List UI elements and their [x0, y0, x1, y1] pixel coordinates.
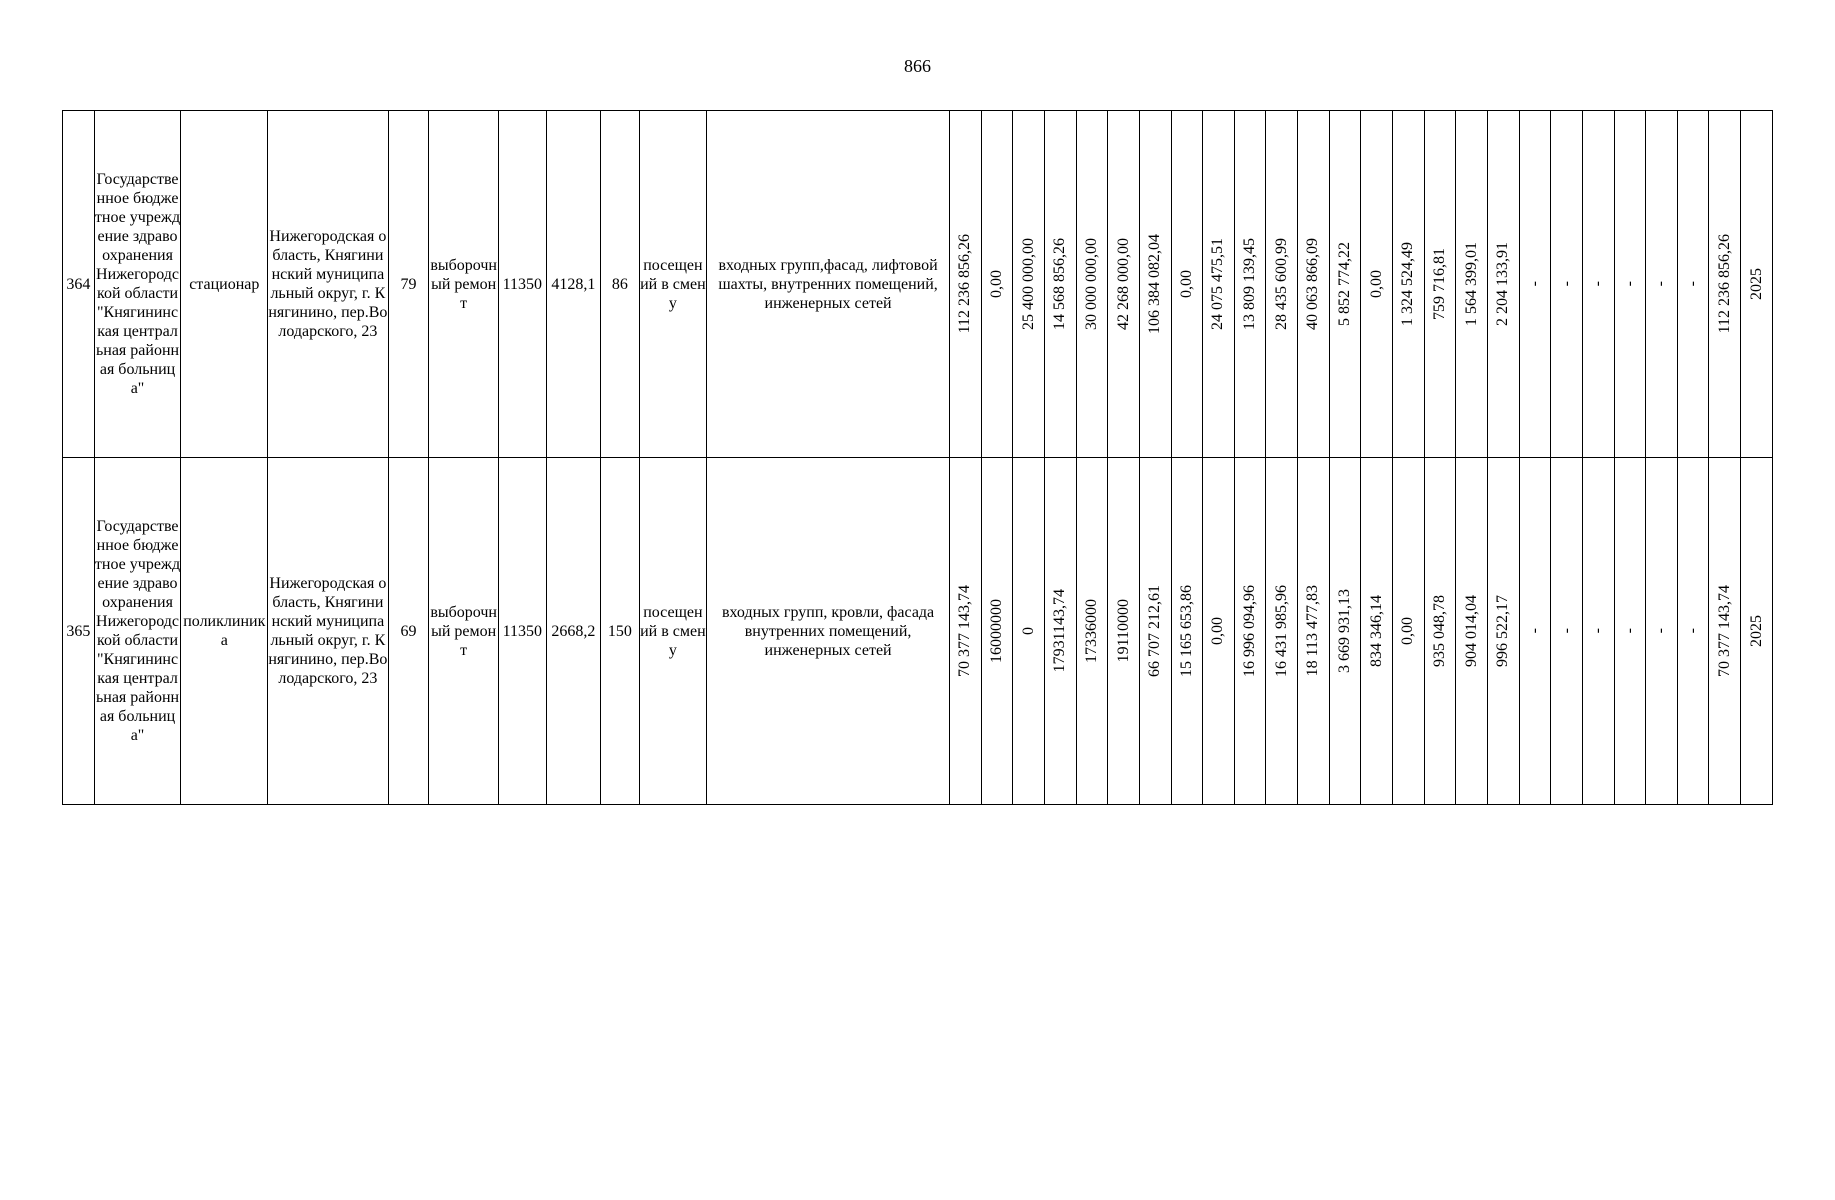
value-cell [1361, 458, 1393, 805]
value-cell [1646, 111, 1678, 458]
value-cell [1424, 458, 1456, 805]
value-text: 0,00 [1367, 270, 1385, 298]
value-text: 3 669 931,13 [1336, 589, 1354, 673]
value-cell [1329, 111, 1361, 458]
value-cell [1298, 458, 1330, 805]
value-cell [981, 458, 1013, 805]
value-cell [1171, 458, 1203, 805]
value-cell [1361, 111, 1393, 458]
value-text: - [1589, 628, 1607, 634]
value-cell [1329, 458, 1361, 805]
value-text: 759 716,81 [1430, 248, 1448, 320]
value-cell [950, 111, 982, 458]
value-text: - [1620, 281, 1638, 287]
value-cell [1393, 111, 1425, 458]
value-cell [1677, 111, 1709, 458]
area-value: 4128,1 [546, 111, 600, 458]
value-cell [1108, 458, 1140, 805]
code-value: 11350 [498, 458, 546, 805]
value-cell [1487, 111, 1519, 458]
value-cell [1551, 458, 1583, 805]
value-cell [1709, 111, 1741, 458]
value-cell [1013, 111, 1045, 458]
value-text: 996 522,17 [1494, 595, 1512, 667]
value-text: 16 431 985,96 [1272, 585, 1290, 677]
value-cell [1266, 458, 1298, 805]
value-cell [1741, 458, 1773, 805]
table-row [63, 111, 1773, 458]
value-cell [1076, 458, 1108, 805]
code-value: 11350 [498, 111, 546, 458]
value-text: 0 [1019, 627, 1037, 635]
works-description: входных групп,фасад, лифтовой шахты, внутренних помещений, инженерных сетей [707, 111, 950, 458]
value-text: - [1620, 628, 1638, 634]
value-cell [1013, 458, 1045, 805]
value-cell [1298, 111, 1330, 458]
value-text: 30 000 000,00 [1082, 238, 1100, 330]
works-description: входных групп, кровли, фасада внутренних помещений, инженерных сетей [707, 458, 950, 805]
value-cell [950, 458, 982, 805]
value-text: 0,00 [1209, 617, 1227, 645]
value-text: 28 435 600,99 [1272, 238, 1290, 330]
value-cell [1456, 458, 1488, 805]
capacity-value: 150 [600, 458, 639, 805]
address: Нижегородская область, Княгининский муниципальный округ, г. Княгинино, пер.Володарского, 23 [268, 111, 388, 458]
value-cell [1487, 458, 1519, 805]
value-text: 19110000 [1114, 599, 1132, 663]
value-text: - [1525, 628, 1543, 634]
repair-register-table [62, 110, 1773, 805]
value-text: - [1525, 281, 1543, 287]
row-number: 365 [63, 458, 95, 805]
value-text: 112 236 856,26 [956, 234, 974, 334]
value-cell [981, 111, 1013, 458]
capacity-unit: посещений в смену [639, 458, 706, 805]
value-text: 2 204 133,91 [1494, 242, 1512, 326]
value-cell [1614, 458, 1646, 805]
value-text: 25 400 000,00 [1019, 238, 1037, 330]
value-cell [1582, 458, 1614, 805]
value-text: - [1557, 628, 1575, 634]
value-cell [1393, 458, 1425, 805]
value-cell [1139, 111, 1171, 458]
value-text: - [1652, 281, 1670, 287]
year-value: 69 [388, 458, 429, 805]
value-text: 0,00 [988, 270, 1005, 298]
value-text: 1 324 524,49 [1399, 242, 1417, 326]
organization-name: Государственное бюджетное учреждение здравоохранения Нижегородской области "Княгининская центральная районная больница" [94, 458, 181, 805]
value-text: 15 165 653,86 [1177, 585, 1195, 677]
value-text: 40 063 866,09 [1304, 238, 1322, 330]
year-value: 79 [388, 111, 429, 458]
value-text: - [1652, 628, 1670, 634]
value-cell [1234, 458, 1266, 805]
value-cell [1044, 111, 1076, 458]
value-cell [1551, 111, 1583, 458]
value-text: 18 113 477,83 [1304, 585, 1322, 677]
facility-type: поликлиника [181, 458, 268, 805]
value-text: - [1684, 281, 1702, 287]
organization-name: Государственное бюджетное учреждение здравоохранения Нижегородской области "Княгининская центральная районная больница" [94, 111, 181, 458]
value-cell [1076, 111, 1108, 458]
value-cell [1677, 458, 1709, 805]
value-text: 70 377 143,74 [956, 585, 974, 677]
address: Нижегородская область, Княгининский муниципальный округ, г. Княгинино, пер.Володарского, 23 [268, 458, 388, 805]
value-cell [1614, 111, 1646, 458]
value-text: 1 564 399,01 [1462, 242, 1480, 326]
value-text: 112 236 856,26 [1715, 234, 1733, 334]
value-cell [1234, 111, 1266, 458]
row-number: 364 [63, 111, 95, 458]
value-text: 70 377 143,74 [1715, 585, 1733, 677]
value-text: 2025 [1747, 615, 1765, 647]
value-text: 66 707 212,61 [1146, 585, 1164, 677]
value-text: 0,00 [1399, 617, 1417, 645]
value-text: 16 996 094,96 [1241, 585, 1259, 677]
value-text: 24 075 475,51 [1209, 238, 1227, 330]
value-cell [1203, 458, 1235, 805]
area-value: 2668,2 [546, 458, 600, 805]
value-cell [1266, 111, 1298, 458]
value-text: 42 268 000,00 [1114, 238, 1132, 330]
value-cell [1171, 111, 1203, 458]
value-text: 106 384 082,04 [1146, 234, 1164, 334]
value-text: 17931143,74 [1051, 589, 1069, 673]
value-text: 904 014,04 [1462, 595, 1480, 667]
value-cell [1108, 111, 1140, 458]
repair-type: выборочный ремонт [429, 458, 498, 805]
value-cell [1582, 111, 1614, 458]
facility-type: стационар [181, 111, 268, 458]
value-text: 0,00 [1177, 270, 1195, 298]
value-text: - [1589, 281, 1607, 287]
value-text: 5 852 774,22 [1336, 242, 1354, 326]
value-cell [1139, 458, 1171, 805]
table-row [63, 458, 1773, 805]
value-text: 16000000 [988, 599, 1005, 663]
value-text: - [1557, 281, 1575, 287]
value-cell [1646, 458, 1678, 805]
value-cell [1044, 458, 1076, 805]
value-text: 17336000 [1082, 599, 1100, 663]
capacity-unit: посещений в смену [639, 111, 706, 458]
value-cell [1203, 111, 1235, 458]
value-cell [1519, 111, 1551, 458]
value-text: 13 809 139,45 [1241, 238, 1259, 330]
value-text: 14 568 856,26 [1051, 238, 1069, 330]
value-cell [1456, 111, 1488, 458]
value-text: 2025 [1747, 268, 1765, 300]
value-cell [1709, 458, 1741, 805]
value-text: 834 346,14 [1367, 595, 1385, 667]
value-cell [1519, 458, 1551, 805]
value-cell [1424, 111, 1456, 458]
repair-type: выборочный ремонт [429, 111, 498, 458]
capacity-value: 86 [600, 111, 639, 458]
value-text: - [1684, 628, 1702, 634]
value-text: 935 048,78 [1430, 595, 1448, 667]
value-cell [1741, 111, 1773, 458]
page-number: 866 [904, 56, 931, 76]
